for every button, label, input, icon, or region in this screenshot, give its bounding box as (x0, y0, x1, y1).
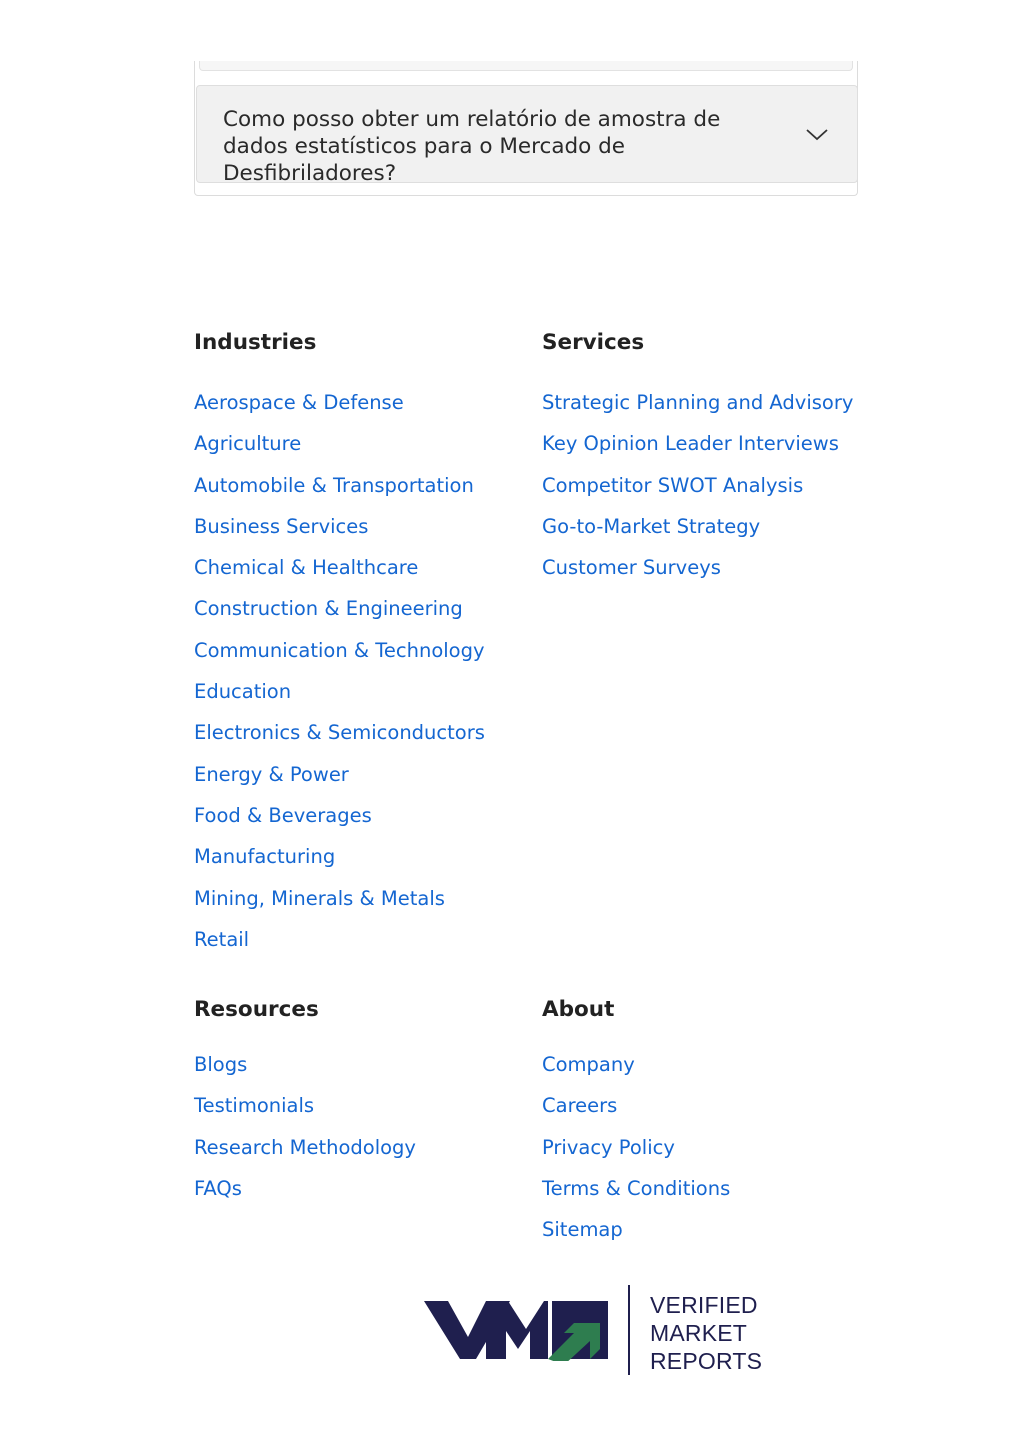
resources-list-item (194, 1093, 416, 1134)
about-link[interactable]: Terms & Conditions (542, 1176, 731, 1200)
resources-list-item (194, 1052, 416, 1093)
industries-list-item (194, 596, 485, 637)
industries-link[interactable]: Energy & Power (194, 762, 349, 786)
faq-item[interactable] (196, 85, 858, 186)
industries-link[interactable]: Agriculture (194, 432, 302, 456)
services-list (542, 390, 853, 596)
industries-link[interactable]: Construction & Engineering (194, 597, 463, 621)
industries-list-item (194, 762, 485, 803)
vmr-logo[interactable] (424, 1285, 764, 1377)
industries-link[interactable]: Electronics & Semiconductors (194, 721, 485, 745)
industries-list-item (194, 679, 485, 720)
faq-previous-item[interactable] (199, 61, 853, 71)
about-heading: About (542, 997, 615, 1022)
services-list-item (542, 431, 853, 472)
about-link[interactable]: Careers (542, 1094, 618, 1118)
about-list (542, 1052, 730, 1258)
services-link[interactable]: Go-to-Market Strategy (542, 514, 761, 538)
about-list-item (542, 1052, 730, 1093)
services-link[interactable]: Competitor SWOT Analysis (542, 473, 804, 497)
logo-divider (628, 1285, 630, 1375)
industries-link[interactable]: Business Services (194, 514, 369, 538)
resources-list-item (194, 1135, 416, 1176)
industries-link[interactable]: Food & Beverages (194, 803, 372, 827)
vmr-logo-mark-icon (424, 1301, 608, 1361)
services-link[interactable]: Key Opinion Leader Interviews (542, 432, 839, 456)
logo-line-2: MARKET (650, 1320, 748, 1346)
logo-wordmark (650, 1291, 762, 1375)
resources-list-item (194, 1176, 416, 1217)
resources-list (194, 1052, 416, 1217)
about-link[interactable]: Company (542, 1053, 635, 1076)
logo-line-1: VERIFIED (650, 1292, 758, 1318)
industries-list-item (194, 473, 485, 514)
industries-list-item (194, 390, 485, 431)
industries-list (194, 390, 485, 968)
industries-link[interactable]: Mining, Minerals & Metals (194, 886, 445, 910)
industries-list-item (194, 886, 485, 927)
industries-list-item (194, 555, 485, 596)
industries-list-item (194, 927, 485, 968)
industries-link[interactable]: Retail (194, 927, 250, 951)
industries-list-item (194, 803, 485, 844)
about-list-item (542, 1093, 730, 1134)
services-list-item (542, 514, 853, 555)
faq-accordion (194, 61, 858, 196)
chevron-down-icon[interactable] (805, 122, 829, 146)
logo-line-3: REPORTS (650, 1348, 763, 1374)
industries-link[interactable]: Education (194, 680, 292, 704)
services-list-item (542, 473, 853, 514)
industries-link[interactable]: Automobile & Transportation (194, 473, 474, 497)
services-link[interactable]: Customer Surveys (542, 556, 721, 580)
services-list-item (542, 390, 853, 431)
services-link[interactable]: Strategic Planning and Advisory (542, 391, 854, 414)
industries-link[interactable]: Communication & Technology (194, 638, 485, 662)
about-list-item (542, 1217, 730, 1258)
industries-link[interactable]: Manufacturing (194, 845, 336, 869)
about-list-item (542, 1176, 730, 1217)
industries-link[interactable]: Chemical & Healthcare (194, 556, 419, 580)
industries-list-item (194, 431, 485, 472)
resources-link[interactable]: FAQs (194, 1176, 242, 1200)
services-list-item (542, 555, 853, 596)
resources-link[interactable]: Research Methodology (194, 1135, 416, 1159)
services-heading: Services (542, 330, 645, 355)
resources-heading: Resources (194, 997, 319, 1022)
industries-link[interactable]: Aerospace & Defense (194, 391, 404, 414)
industries-list-item (194, 638, 485, 679)
about-link[interactable]: Sitemap (542, 1218, 623, 1242)
about-list-item (542, 1135, 730, 1176)
faq-question: Como posso obter um relatório de amostra de dados estatísticos para o Mercado de Desfibriladores? (223, 107, 721, 186)
industries-list-item (194, 514, 485, 555)
industries-list-item (194, 844, 485, 885)
resources-link[interactable]: Blogs (194, 1053, 248, 1076)
industries-list-item (194, 720, 485, 761)
industries-heading: Industries (194, 330, 317, 355)
about-link[interactable]: Privacy Policy (542, 1135, 675, 1159)
resources-link[interactable]: Testimonials (194, 1094, 315, 1118)
